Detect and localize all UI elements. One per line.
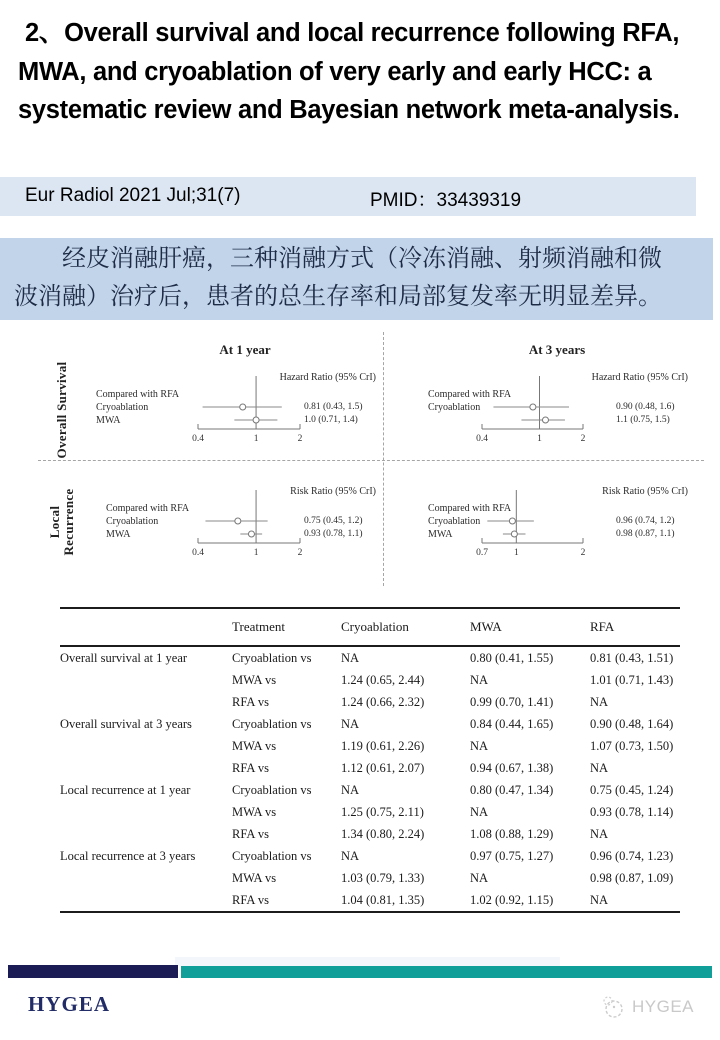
table-cell: Cryoablation vs: [232, 783, 312, 797]
series-label: Cryoablation: [106, 516, 159, 527]
row-group-label: [60, 691, 232, 713]
forest-svg: [372, 472, 707, 600]
series-value: 1.1 (0.75, 1.5): [616, 415, 670, 425]
table-cell: 0.90 (0.48, 1.64): [590, 717, 674, 731]
series-value: 0.90 (0.48, 1.6): [616, 402, 675, 412]
compare-label: Compared with RFA: [428, 389, 512, 400]
table-cell: 0.96 (0.74, 1.23): [590, 849, 674, 863]
point-estimate-marker: [248, 531, 254, 537]
table-cell: Cryoablation vs: [232, 849, 312, 863]
column-header: MWA: [470, 619, 502, 634]
table-cell: RFA vs: [232, 695, 269, 709]
table-row: [60, 867, 680, 889]
table-cell: RFA vs: [232, 827, 269, 841]
table-cell: NA: [590, 695, 609, 709]
table-cell: 0.94 (0.67, 1.38): [470, 761, 554, 775]
compare-label: Compared with RFA: [96, 389, 180, 400]
series-label: MWA: [428, 529, 453, 540]
row-group-label: Overall survival at 3 years: [60, 717, 192, 731]
table-cell: NA: [590, 827, 609, 841]
table-row: [60, 823, 680, 845]
forest-svg: [60, 472, 395, 600]
point-estimate-marker: [530, 404, 536, 410]
row-group-label: [60, 669, 232, 691]
row-group-label: [60, 757, 232, 779]
point-estimate-marker: [253, 417, 259, 423]
page-title: 2、Overall survival and local recurrence following RFA, MWA, and cryoablation of very early and early HCC: a systematic review and Bayesian network meta-analysis.: [18, 19, 680, 124]
axis-tick-label: 2: [297, 548, 303, 558]
table-cell: 0.84 (0.44, 1.65): [470, 717, 554, 731]
column-header: [60, 608, 232, 646]
series-value: 0.98 (0.87, 1.1): [616, 529, 675, 539]
table-cell: NA: [341, 717, 360, 731]
table-row: [60, 845, 680, 867]
compare-label: Compared with RFA: [428, 503, 512, 514]
table-row: [60, 691, 680, 713]
row-group-label: [60, 801, 232, 823]
column-header: RFA: [590, 619, 615, 634]
point-estimate-marker: [240, 404, 246, 410]
axis-tick-label: 1: [253, 548, 259, 558]
forest-panel: [372, 472, 707, 600]
watermark: [600, 994, 694, 1020]
table-cell: MWA vs: [232, 871, 277, 885]
row-group-label: [60, 735, 232, 757]
summary-line: 波消融）治疗后，患者的总生存率和局部复发率无明显差异。: [14, 283, 662, 310]
row-group-label: [60, 889, 232, 912]
table-row: [60, 757, 680, 779]
series-label: Cryoablation: [428, 516, 481, 527]
table-cell: RFA vs: [232, 893, 269, 907]
table-row: [60, 646, 680, 669]
column-header: Treatment: [232, 619, 285, 634]
forest-panel: [372, 342, 707, 470]
compare-label: Compared with RFA: [106, 503, 190, 514]
point-estimate-marker: [235, 518, 241, 524]
table-cell: 1.07 (0.73, 1.50): [590, 739, 674, 753]
journal-citation: Eur Radiol 2021 Jul;31(7): [25, 185, 241, 206]
table-row: [60, 669, 680, 691]
series-label: MWA: [96, 415, 121, 426]
table-cell: NA: [341, 783, 360, 797]
axis-tick-label: 2: [580, 548, 586, 558]
point-estimate-marker: [511, 531, 517, 537]
table-cell: NA: [590, 761, 609, 775]
footer-bar: [8, 965, 712, 978]
table-cell: 1.08 (0.88, 1.29): [470, 827, 554, 841]
axis-tick-label: 0.4: [192, 548, 204, 558]
comparison-table: [60, 607, 680, 913]
table-cell: MWA vs: [232, 805, 277, 819]
table-cell: NA: [590, 893, 609, 907]
watermark-text: HYGEA: [632, 997, 695, 1016]
table-cell: NA: [341, 651, 360, 665]
table-row: [60, 779, 680, 801]
table-cell: NA: [470, 871, 489, 885]
axis-tick-label: 0.7: [476, 548, 488, 558]
footer-bar-navy-segment: [8, 965, 178, 978]
ratio-header: Hazard Ratio (95% CrI): [279, 372, 376, 383]
row-group-label: Overall survival at 1 year: [60, 651, 188, 665]
axis-tick-label: 0.4: [192, 434, 204, 444]
table-cell: 0.75 (0.45, 1.24): [590, 783, 674, 797]
table-cell: RFA vs: [232, 761, 269, 775]
table-row: [60, 735, 680, 757]
forest-svg: [372, 342, 707, 470]
table-cell: 1.34 (0.80, 2.24): [341, 827, 425, 841]
axis-tick-label: 2: [580, 434, 586, 444]
hygea-logo-icon: [600, 994, 626, 1020]
series-value: 0.93 (0.78, 1.1): [304, 529, 363, 539]
table-cell: MWA vs: [232, 673, 277, 687]
table-cell: 1.03 (0.79, 1.33): [341, 871, 425, 885]
table-row: [60, 713, 680, 735]
table-cell: 1.12 (0.61, 2.07): [341, 761, 425, 775]
table-cell: 0.81 (0.43, 1.51): [590, 651, 674, 665]
table-cell: 1.19 (0.61, 2.26): [341, 739, 425, 753]
summary-bar: [0, 238, 713, 320]
forest-svg: [60, 342, 395, 470]
table-cell: 0.97 (0.75, 1.27): [470, 849, 554, 863]
table-cell: MWA vs: [232, 739, 277, 753]
footer-bar-teal-segment: [181, 966, 712, 978]
table-cell: 0.93 (0.78, 1.14): [590, 805, 674, 819]
table-cell: 0.98 (0.87, 1.09): [590, 871, 674, 885]
axis-tick-label: 2: [297, 434, 303, 444]
table-row: [60, 801, 680, 823]
forest-plot-figure: [30, 330, 710, 592]
axis-label-local-recurrence: Local Recurrence: [47, 488, 76, 556]
ratio-header: Risk Ratio (95% CrI): [602, 486, 688, 497]
table-cell: 0.99 (0.70, 1.41): [470, 695, 554, 709]
series-label: MWA: [106, 529, 131, 540]
point-estimate-marker: [542, 417, 548, 423]
series-value: 1.0 (0.71, 1.4): [304, 415, 358, 425]
pmid-number: PMID：33439319: [370, 190, 522, 211]
forest-panel: [60, 342, 395, 470]
table-cell: 0.80 (0.47, 1.34): [470, 783, 554, 797]
panel-title: At 1 year: [219, 342, 271, 357]
axis-tick-label: 1: [253, 434, 259, 444]
table-cell: 1.01 (0.71, 1.43): [590, 673, 674, 687]
series-value: 0.81 (0.43, 1.5): [304, 402, 363, 412]
series-label: Cryoablation: [96, 402, 149, 413]
table-cell: NA: [470, 805, 489, 819]
table-cell: 1.04 (0.81, 1.35): [341, 893, 425, 907]
series-label: Cryoablation: [428, 402, 481, 413]
column-header: Cryoablation: [341, 619, 409, 634]
row-group-label: [60, 867, 232, 889]
axis-tick-label: 0.4: [476, 434, 488, 444]
table-row: [60, 889, 680, 912]
ratio-header: Risk Ratio (95% CrI): [290, 486, 376, 497]
point-estimate-marker: [509, 518, 515, 524]
table-cell: NA: [470, 673, 489, 687]
table-cell: Cryoablation vs: [232, 717, 312, 731]
table-cell: 1.24 (0.65, 2.44): [341, 673, 425, 687]
axis-label-overall-survival: Overall Survival: [54, 361, 69, 459]
axis-tick-label: 1: [513, 548, 519, 558]
table-cell: 1.25 (0.75, 2.11): [341, 805, 424, 819]
table-cell: 1.24 (0.66, 2.32): [341, 695, 425, 709]
journal-bar: [0, 177, 696, 216]
axis-tick-label: 1: [537, 434, 542, 444]
row-group-label: Local recurrence at 1 year: [60, 783, 191, 797]
ratio-header: Hazard Ratio (95% CrI): [591, 372, 688, 383]
table-cell: Cryoablation vs: [232, 651, 312, 665]
panel-title: At 3 years: [528, 342, 586, 357]
table-cell: NA: [470, 739, 489, 753]
brand-logo: HYGEA: [28, 992, 111, 1016]
summary-line: 经皮消融肝癌，三种消融方式（冷冻消融、射频消融和微: [62, 245, 662, 272]
forest-panel: [60, 472, 395, 600]
table-cell: NA: [341, 849, 360, 863]
row-group-label: [60, 823, 232, 845]
table-cell: 0.80 (0.41, 1.55): [470, 651, 554, 665]
table-cell: 1.02 (0.92, 1.15): [470, 893, 554, 907]
series-value: 0.75 (0.45, 1.2): [304, 516, 363, 526]
series-value: 0.96 (0.74, 1.2): [616, 516, 675, 526]
row-group-label: Local recurrence at 3 years: [60, 849, 196, 863]
